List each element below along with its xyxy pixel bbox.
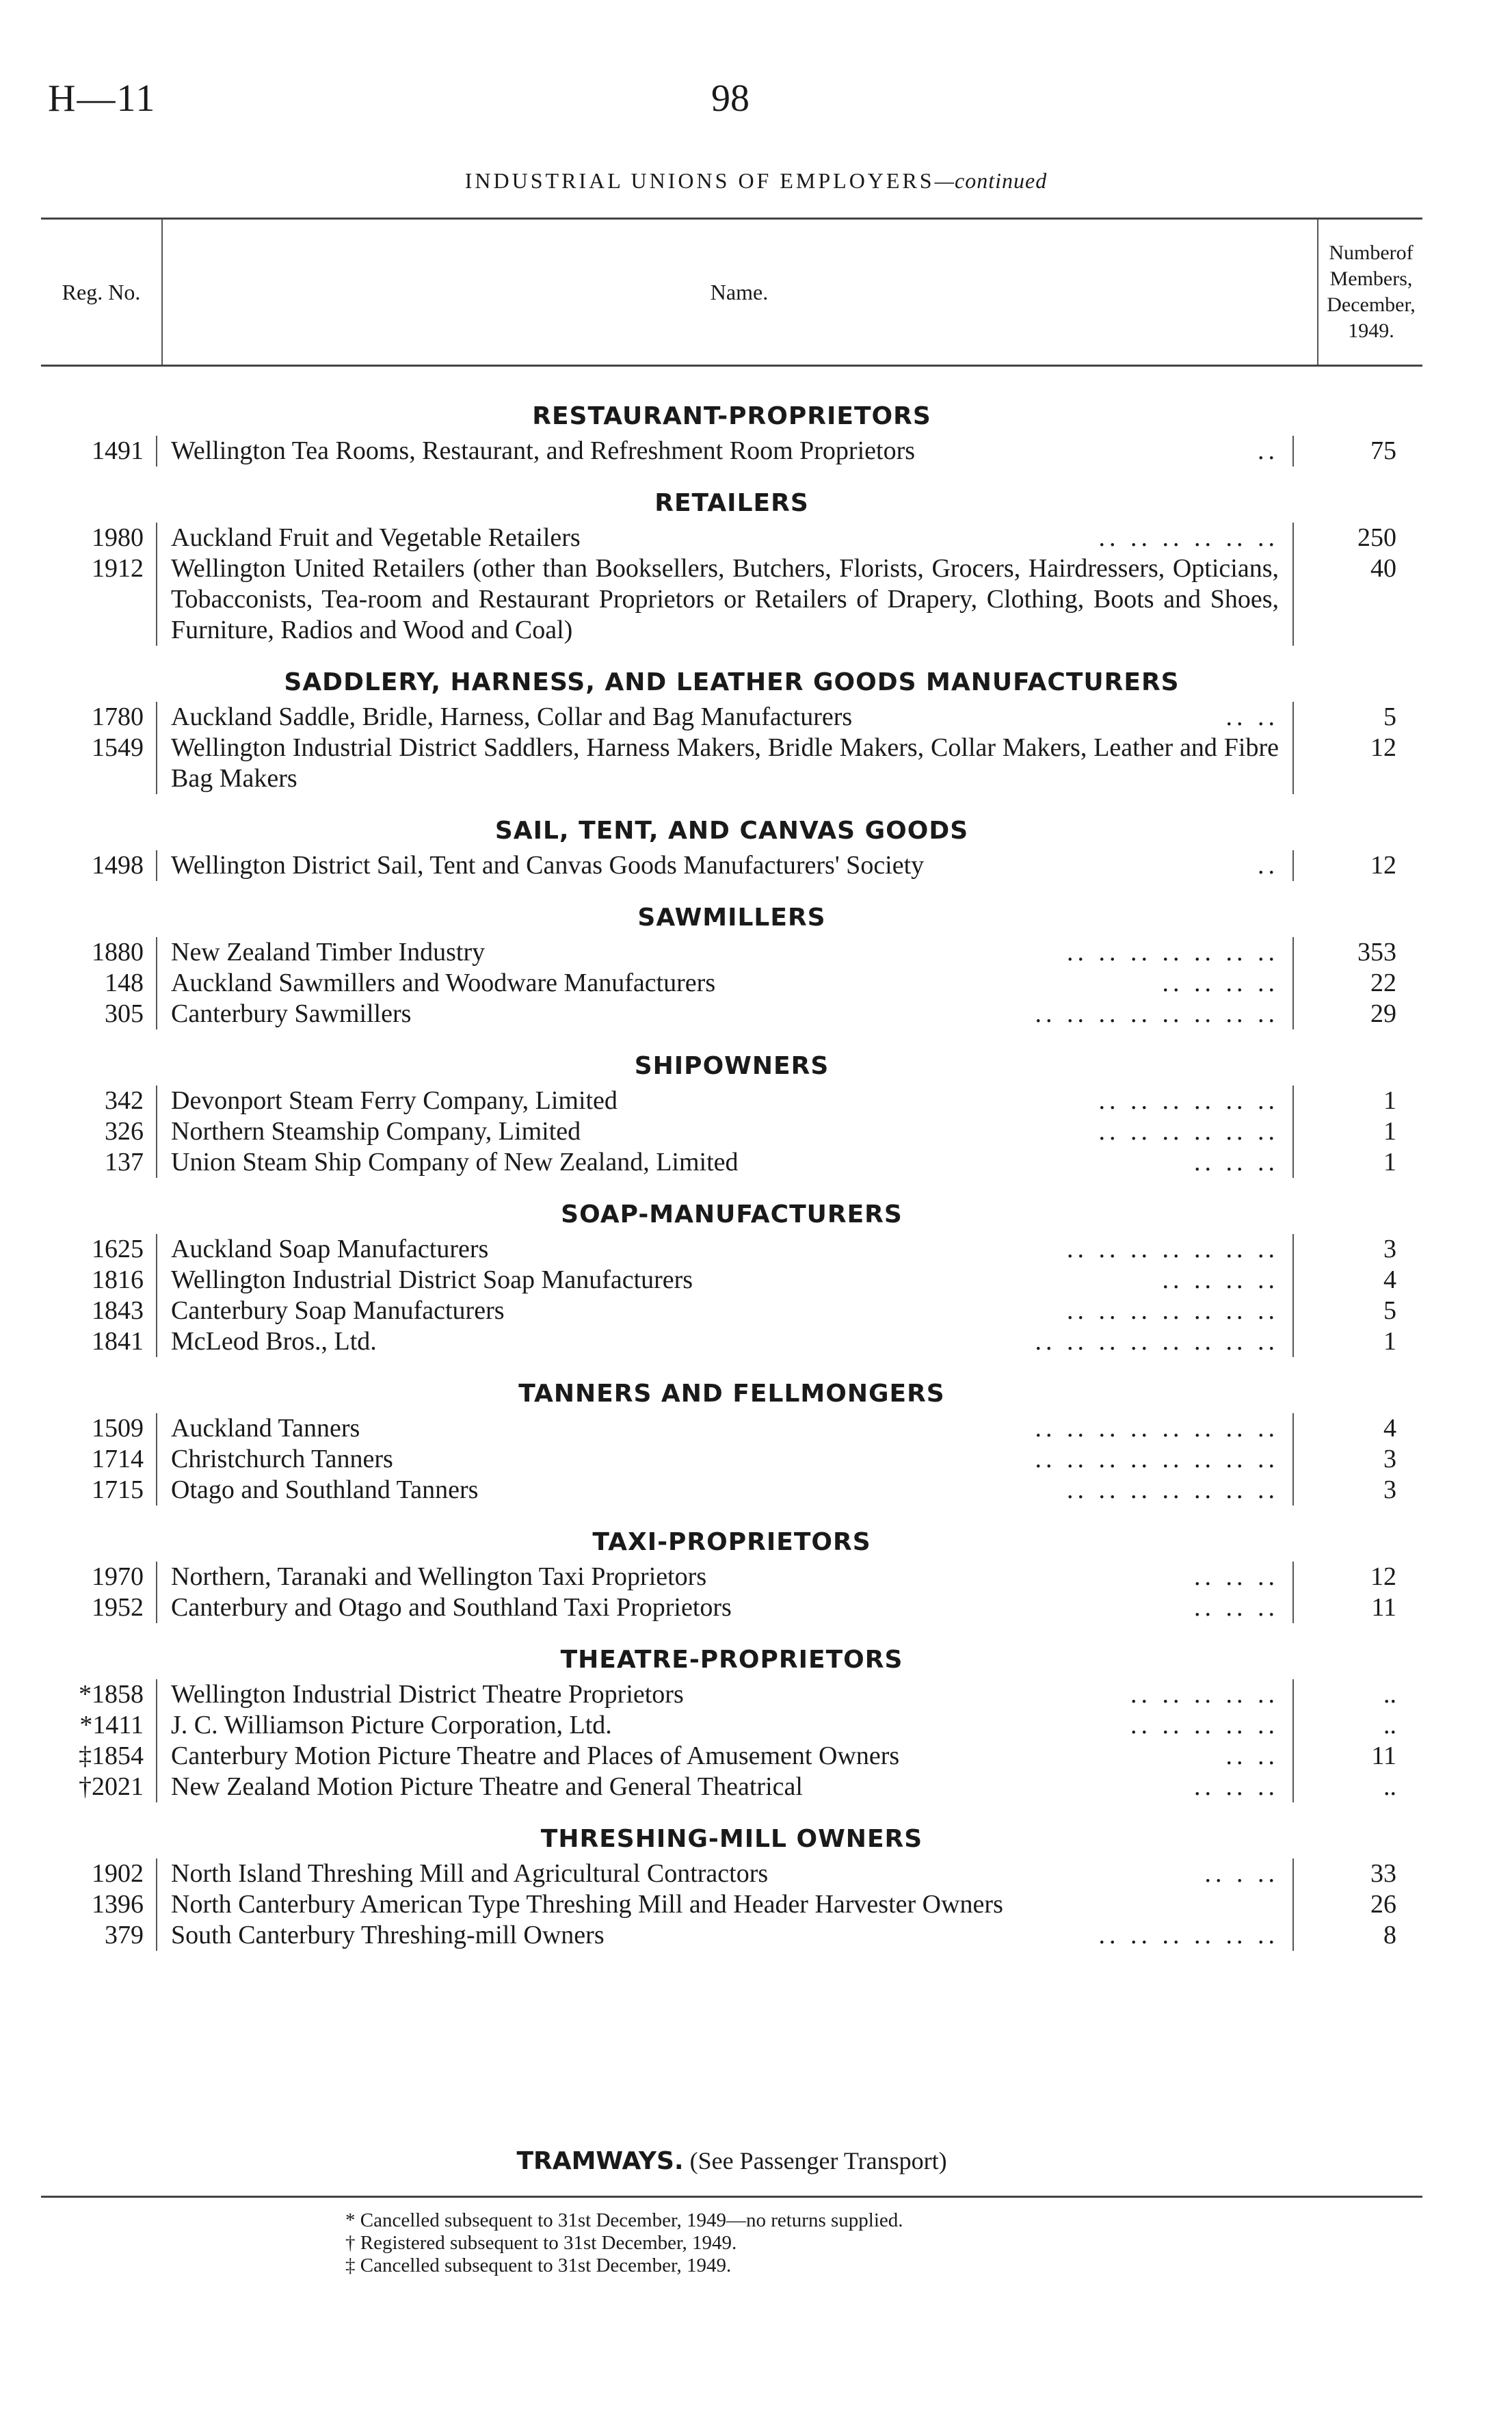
table-row: [41, 436, 1422, 466]
table-row: [41, 702, 1422, 733]
table-row: [41, 1562, 1422, 1592]
table-row: [41, 1413, 1422, 1444]
reg-number: 379: [41, 1920, 157, 1951]
member-count: 26: [1292, 1889, 1401, 1920]
dot-leaders: .. .. .. .. .. ..: [1098, 1117, 1279, 1146]
dot-leaders: .. .. ..: [1194, 1772, 1279, 1801]
member-count: ..: [1292, 1772, 1401, 1802]
member-count: 12: [1292, 733, 1401, 794]
union-name-text: Canterbury Soap Manufacturers: [171, 1296, 505, 1325]
reg-number: 1880: [41, 937, 157, 968]
union-name-text: Devonport Steam Ferry Company, Limited: [171, 1086, 618, 1115]
union-name: [157, 1592, 1292, 1623]
dot-leaders: ..: [1258, 851, 1279, 880]
section: [41, 1523, 1422, 1623]
section: [41, 397, 1422, 466]
section: [41, 1820, 1422, 1951]
section-heading: SADDLERY, HARNESS, AND LEATHER GOODS MANUFACTURERS: [284, 668, 1180, 696]
union-name-text: North Canterbury American Type Threshing Mill and Header Harvester Owners: [171, 1890, 1003, 1919]
section-heading: TAXI-PROPRIETORS: [592, 1528, 871, 1556]
reg-number: 1912: [41, 553, 157, 646]
table-row: [41, 1265, 1422, 1296]
union-name: [157, 702, 1292, 733]
union-name-text: North Island Threshing Mill and Agricultural Contractors: [171, 1859, 769, 1888]
reg-number: 137: [41, 1147, 157, 1178]
member-count: 5: [1292, 1296, 1401, 1326]
dot-leaders: .. .. .. .. .. .. .. ..: [1035, 999, 1279, 1028]
section: [41, 663, 1422, 794]
footnote-cancelled: ‡ Cancelled subsequent to 31st December, 1949.: [345, 2255, 732, 2276]
union-name: [157, 1116, 1292, 1147]
dot-leaders: .. ..: [1225, 1742, 1279, 1770]
union-name: [157, 1920, 1292, 1951]
union-name: [157, 1772, 1292, 1802]
union-name-text: McLeod Bros., Ltd.: [171, 1327, 377, 1356]
table-row: [41, 1741, 1422, 1772]
union-name-text: Northern, Taranaki and Wellington Taxi Proprietors: [171, 1562, 707, 1591]
union-name-text: Otago and Southland Tanners: [171, 1475, 479, 1504]
tramways-note: (See Passenger Transport): [689, 2147, 947, 2174]
union-name: [157, 1234, 1292, 1265]
union-name-text: Wellington Industrial District Saddlers, Harness Makers, Bridle Makers, Collar Makers, Leather and Fibre Bag Makers: [171, 733, 1279, 793]
union-name-text: Canterbury and Otago and Southland Taxi Proprietors: [171, 1593, 732, 1622]
dot-leaders: .. .. .. .. .. .. .. ..: [1035, 1327, 1279, 1356]
reg-number: 1498: [41, 850, 157, 881]
document-code: H—11: [48, 77, 157, 120]
union-name: [157, 1444, 1292, 1475]
section-heading: THEATRE-PROPRIETORS: [560, 1646, 903, 1674]
running-title: [0, 168, 1512, 194]
union-name: [157, 523, 1292, 553]
dot-leaders: .. . ..: [1204, 1859, 1279, 1888]
table-row: [41, 1679, 1422, 1710]
member-count: 1: [1292, 1326, 1401, 1357]
union-name: [157, 1475, 1292, 1506]
section-heading: SAWMILLERS: [637, 904, 826, 932]
table-row: [41, 1147, 1422, 1178]
section-heading: RESTAURANT-PROPRIETORS: [532, 402, 931, 430]
union-name-text: Wellington Tea Rooms, Restaurant, and Refreshment Room Proprietors: [171, 436, 916, 465]
reg-number: *1411: [41, 1710, 157, 1741]
member-count: 11: [1292, 1592, 1401, 1623]
table-row: [41, 1116, 1422, 1147]
dot-leaders: .. .. .. .. ..: [1130, 1711, 1279, 1739]
table-row: [41, 1889, 1422, 1920]
footnotes: [345, 2209, 1234, 2277]
section: [41, 1047, 1422, 1178]
dot-leaders: ..: [1258, 436, 1279, 465]
member-count: 75: [1292, 436, 1401, 466]
union-name: [157, 733, 1292, 794]
table-row: [41, 1234, 1422, 1265]
reg-number: 326: [41, 1116, 157, 1147]
union-name: [157, 1265, 1292, 1296]
member-count: 5: [1292, 702, 1401, 733]
section-heading: SHIPOWNERS: [634, 1052, 830, 1080]
table-row: [41, 937, 1422, 968]
dot-leaders: .. .. .. .. .. ..: [1098, 1086, 1279, 1115]
table-row: [41, 1592, 1422, 1623]
column-header-name: Name.: [710, 279, 769, 304]
section: [41, 1641, 1422, 1802]
table-row: [41, 999, 1422, 1029]
union-name-text: Auckland Soap Manufacturers: [171, 1235, 489, 1263]
dot-leaders: .. .. .. .. .. ..: [1098, 523, 1279, 552]
union-name: [157, 1326, 1292, 1357]
member-count: 3: [1292, 1475, 1401, 1506]
section: [41, 812, 1422, 881]
reg-number: 1396: [41, 1889, 157, 1920]
dot-leaders: .. .. .. .. .. .. ..: [1067, 1475, 1279, 1504]
union-name-text: Union Steam Ship Company of New Zealand, Limited: [171, 1148, 739, 1177]
member-count: 3: [1292, 1234, 1401, 1265]
table-column-headers: [41, 218, 1422, 367]
reg-number: 1816: [41, 1265, 157, 1296]
table-row: [41, 1710, 1422, 1741]
dot-leaders: .. .. ..: [1194, 1562, 1279, 1591]
union-name: [157, 999, 1292, 1029]
reg-number: 305: [41, 999, 157, 1029]
table-row: [41, 523, 1422, 553]
section-heading: THRESHING-MILL OWNERS: [540, 1825, 923, 1853]
dot-leaders: .. .. ..: [1194, 1148, 1279, 1177]
union-name-text: Auckland Tanners: [171, 1414, 360, 1443]
dot-leaders: .. .. .. .. ..: [1130, 1680, 1279, 1709]
section: [41, 899, 1422, 1029]
member-count: 353: [1292, 937, 1401, 968]
reg-number: 1509: [41, 1413, 157, 1444]
member-count: 22: [1292, 968, 1401, 999]
reg-number: 1625: [41, 1234, 157, 1265]
member-count: 29: [1292, 999, 1401, 1029]
table-row: [41, 1858, 1422, 1889]
reg-number: 1970: [41, 1562, 157, 1592]
dot-leaders: .. .. .. ..: [1162, 969, 1279, 997]
reg-number: 1714: [41, 1444, 157, 1475]
union-name-text: Auckland Sawmillers and Woodware Manufacturers: [171, 969, 716, 997]
table-body: [41, 380, 1422, 1951]
reg-number: 1549: [41, 733, 157, 794]
tramways-line: [41, 2146, 1422, 2175]
union-name: [157, 1710, 1292, 1741]
section-heading: SOAP-MANUFACTURERS: [561, 1200, 903, 1228]
union-name: [157, 937, 1292, 968]
column-header-members: Numberof Members, December, 1949.: [1317, 220, 1424, 365]
reg-number: 1841: [41, 1326, 157, 1357]
table-row: [41, 1326, 1422, 1357]
union-name: [157, 1413, 1292, 1444]
member-count: 1: [1292, 1116, 1401, 1147]
member-count: 8: [1292, 1920, 1401, 1951]
table-row: [41, 1296, 1422, 1326]
reg-number: 1980: [41, 523, 157, 553]
running-title-text: INDUSTRIAL UNIONS OF EMPLOYERS: [464, 168, 935, 193]
union-name: [157, 1858, 1292, 1889]
union-name: [157, 850, 1292, 881]
member-count: 4: [1292, 1265, 1401, 1296]
tramways-heading: TRAMWAYS.: [516, 2147, 684, 2175]
union-name: [157, 1679, 1292, 1710]
section-heading: RETAILERS: [654, 489, 809, 517]
reg-number: 148: [41, 968, 157, 999]
page-number: 98: [711, 77, 750, 120]
column-header-reg-no: Reg. No.: [41, 220, 163, 365]
union-name-text: Auckland Saddle, Bridle, Harness, Collar and Bag Manufacturers: [171, 702, 853, 731]
union-name-text: Wellington Industrial District Theatre Proprietors: [171, 1680, 684, 1709]
member-count: 250: [1292, 523, 1401, 553]
section-heading: SAIL, TENT, AND CANVAS GOODS: [494, 817, 969, 845]
section: [41, 484, 1422, 646]
union-name-text: J. C. Williamson Picture Corporation, Ltd.: [171, 1711, 612, 1739]
member-count: 11: [1292, 1741, 1401, 1772]
table-row: [41, 1772, 1422, 1802]
reg-number: *1858: [41, 1679, 157, 1710]
union-name-text: Wellington Industrial District Soap Manufacturers: [171, 1265, 693, 1294]
member-count: 4: [1292, 1413, 1401, 1444]
member-count: ..: [1292, 1679, 1401, 1710]
table-row: [41, 553, 1422, 646]
member-count: 33: [1292, 1858, 1401, 1889]
member-count: 3: [1292, 1444, 1401, 1475]
member-count: 1: [1292, 1147, 1401, 1178]
table-row: [41, 733, 1422, 794]
member-count: ..: [1292, 1710, 1401, 1741]
dot-leaders: .. .. .. .. .. .. ..: [1067, 1296, 1279, 1325]
table-row: [41, 968, 1422, 999]
footnote-registered: † Registered subsequent to 31st December, 1949.: [345, 2232, 737, 2254]
dot-leaders: .. .. .. .. .. .. ..: [1067, 938, 1279, 967]
dot-leaders: .. .. ..: [1194, 1593, 1279, 1622]
member-count: 40: [1292, 553, 1401, 646]
reg-number: 342: [41, 1086, 157, 1116]
reg-number: 1715: [41, 1475, 157, 1506]
dot-leaders: .. ..: [1225, 702, 1279, 731]
table-row: [41, 1444, 1422, 1475]
union-name-text: Wellington United Retailers (other than Booksellers, Butchers, Florists, Grocers, Hairdressers, Opticians, Tobacconists, Tea-room and Restaurant Proprietors or Retailers of Drapery, Clothing, Boots and Shoes, Furniture, Radios and Wood and Coal): [171, 554, 1279, 644]
reg-number: 1952: [41, 1592, 157, 1623]
section: [41, 1375, 1422, 1506]
dot-leaders: .. .. .. .. .. .. ..: [1067, 1235, 1279, 1263]
table-row: [41, 1086, 1422, 1116]
union-name: [157, 1086, 1292, 1116]
union-name: [157, 968, 1292, 999]
table-row: [41, 1475, 1422, 1506]
reg-number: 1902: [41, 1858, 157, 1889]
dot-leaders: .. .. .. ..: [1162, 1265, 1279, 1294]
union-name-text: Northern Steamship Company, Limited: [171, 1117, 581, 1146]
reg-number: 1780: [41, 702, 157, 733]
reg-number: †2021: [41, 1772, 157, 1802]
dot-leaders: .. .. .. .. .. .. .. ..: [1035, 1414, 1279, 1443]
page-header: [0, 77, 1512, 131]
footnote-rule: [41, 2196, 1422, 2198]
table-row: [41, 850, 1422, 881]
union-name: [157, 553, 1292, 646]
union-name-text: Christchurch Tanners: [171, 1445, 393, 1473]
union-name: [157, 1562, 1292, 1592]
union-name: [157, 1147, 1292, 1178]
union-name-text: Canterbury Sawmillers: [171, 999, 412, 1028]
section: [41, 1196, 1422, 1357]
union-name-text: New Zealand Timber Industry: [171, 938, 486, 967]
reg-number: 1843: [41, 1296, 157, 1326]
running-title-continued: —continued: [934, 168, 1048, 193]
dot-leaders: .. .. .. .. .. ..: [1098, 1921, 1279, 1949]
union-name-text: South Canterbury Threshing-mill Owners: [171, 1921, 605, 1949]
reg-number: ‡1854: [41, 1741, 157, 1772]
table-row: [41, 1920, 1422, 1951]
union-name-text: Wellington District Sail, Tent and Canvas Goods Manufacturers' Society: [171, 851, 925, 880]
union-name-text: New Zealand Motion Picture Theatre and General Theatrical: [171, 1772, 803, 1801]
union-name: [157, 436, 1292, 466]
footnote-cancelled-no-returns: * Cancelled subsequent to 31st December, 1949—no returns supplied.: [345, 2209, 903, 2231]
dot-leaders: .. .. .. .. .. .. .. ..: [1035, 1445, 1279, 1473]
union-name: [157, 1296, 1292, 1326]
union-name: [157, 1889, 1292, 1920]
member-count: 12: [1292, 1562, 1401, 1592]
union-name: [157, 1741, 1292, 1772]
reg-number: 1491: [41, 436, 157, 466]
member-count: 12: [1292, 850, 1401, 881]
union-name-text: Canterbury Motion Picture Theatre and Places of Amusement Owners: [171, 1742, 900, 1770]
union-name-text: Auckland Fruit and Vegetable Retailers: [171, 523, 581, 552]
member-count: 1: [1292, 1086, 1401, 1116]
section-heading: TANNERS AND FELLMONGERS: [518, 1380, 945, 1408]
